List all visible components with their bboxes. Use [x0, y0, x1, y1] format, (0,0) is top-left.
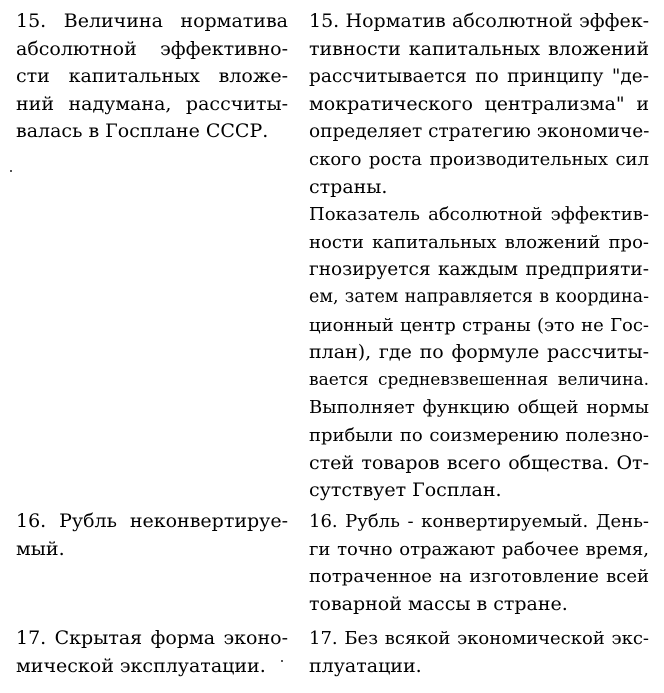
text-line: плуатации. [309, 654, 422, 677]
text-line: тивности капитальных вложений [309, 37, 649, 60]
text-line: товарной массы в стране. [309, 592, 568, 615]
text-line: валась в Госплане СССР. [16, 120, 269, 143]
text-line: ем, затем направляется в координа- [309, 286, 649, 307]
text-line: ности капитальных вложений про- [309, 231, 649, 253]
text-line: план), где по формуле рассчиты- [309, 341, 649, 364]
text-line: Показатель абсолютной эффектив- [309, 204, 649, 226]
text-line: сутствует Госплан. [309, 479, 502, 502]
text-line: гнозируется каждым предприяти- [309, 259, 649, 281]
scan-speck [10, 170, 12, 172]
item-16-right [309, 508, 649, 618]
text-line: 16. Рубль неконвертируе- [16, 510, 288, 532]
text-line: мической эксплуатации. [16, 654, 266, 677]
text-line: вается средневзвешенная величина. [309, 369, 649, 390]
text-line: 17. Без всякой экономической экс- [309, 628, 649, 649]
text-line: 15. Норматив абсолютной эффек- [309, 10, 649, 32]
item-15-left [16, 8, 288, 146]
item-17-left [16, 625, 288, 680]
item-17-right [309, 625, 649, 680]
text-line: абсолютной эффективно- [16, 37, 288, 60]
item-15-right [309, 8, 649, 505]
text-line: потраченное на изготовление всей [309, 566, 649, 588]
item-16-left [16, 508, 288, 563]
scan-speck [281, 660, 283, 662]
text-line: прибыли по соизмерению полезно- [309, 424, 649, 446]
text-line: ний надумана, рассчиты- [16, 92, 288, 115]
text-line: мократического централизма" и [309, 92, 649, 115]
text-line: стей товаров всего общества. От- [309, 451, 649, 474]
text-line: ционный центр страны (это не Гос- [309, 314, 649, 336]
text-line: мый. [16, 537, 65, 560]
text-line: страны. [309, 175, 388, 198]
text-line: Выполняет функцию общей нормы [309, 397, 649, 419]
text-line: сти капитальных вложе- [16, 65, 288, 88]
text-line: 15. Величина норматива [16, 10, 288, 32]
text-line: рассчитывается по принципу "де- [309, 66, 649, 88]
text-line: определяет стратегию экономиче- [309, 121, 650, 143]
text-line: ского роста производительных сил [309, 148, 649, 170]
text-line: 17. Скрытая форма эконо- [16, 627, 288, 649]
text-line: 16. Рубль - конвертируемый. День- [309, 511, 649, 532]
text-line: ги точно отражают рабочее время, [309, 538, 649, 560]
